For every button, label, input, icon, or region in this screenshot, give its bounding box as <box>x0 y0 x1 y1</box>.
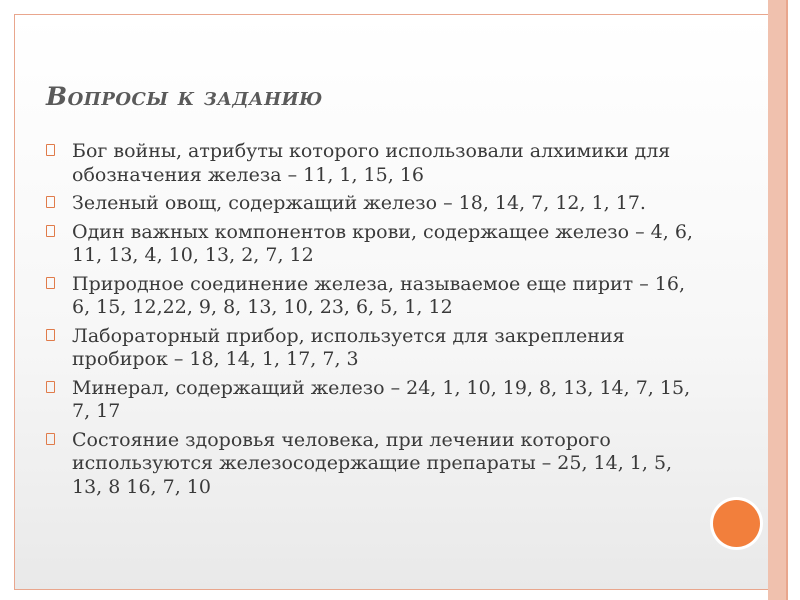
list-item <box>44 325 694 372</box>
bullet-icon <box>46 277 55 289</box>
bullet-icon <box>46 433 55 445</box>
list-item <box>44 192 694 216</box>
question-list <box>44 140 694 504</box>
question-text: Минерал, содержащий железо – 24, 1, 10, 19, 8, 13, 14, 7, 15, 7, 17 <box>72 376 691 422</box>
question-text: Лабораторный прибор, используется для закрепления пробирок – 18, 14, 1, 17, 7, 3 <box>72 324 625 370</box>
list-item <box>44 221 694 268</box>
list-item <box>44 377 694 424</box>
list-item <box>44 140 694 187</box>
bullet-icon <box>46 225 55 237</box>
question-text: Зеленый овощ, содержащий железо – 18, 14, 7, 12, 1, 17. <box>72 192 646 214</box>
bullet-icon <box>46 196 55 208</box>
bullet-icon <box>46 381 55 393</box>
list-item <box>44 273 694 320</box>
question-text: Состояние здоровья человека, при лечении которого используются железосодержащие препараты – 25, 14, 1, 5, 13, 8 16, 7, 10 <box>72 428 673 498</box>
decorative-stripe <box>768 0 786 600</box>
question-text: Бог войны, атрибуты которого использовали алхимики для обозначения железа – 11, 1, 15, 16 <box>72 140 671 186</box>
slide-title: Вопросы к заданию <box>46 82 323 111</box>
decorative-circle <box>713 500 760 547</box>
question-text: Один важных компонентов крови, содержащее железо – 4, 6, 11, 13, 4, 10, 13, 2, 7, 12 <box>72 220 693 266</box>
decorative-stripe-line <box>786 0 788 600</box>
bullet-icon <box>46 144 55 156</box>
list-item <box>44 429 694 500</box>
bullet-icon <box>46 329 55 341</box>
question-text: Природное соединение железа, называемое еще пирит – 16, 6, 15, 12,22, 9, 8, 13, 10, 23, 6, 5, 1, 12 <box>72 272 685 318</box>
